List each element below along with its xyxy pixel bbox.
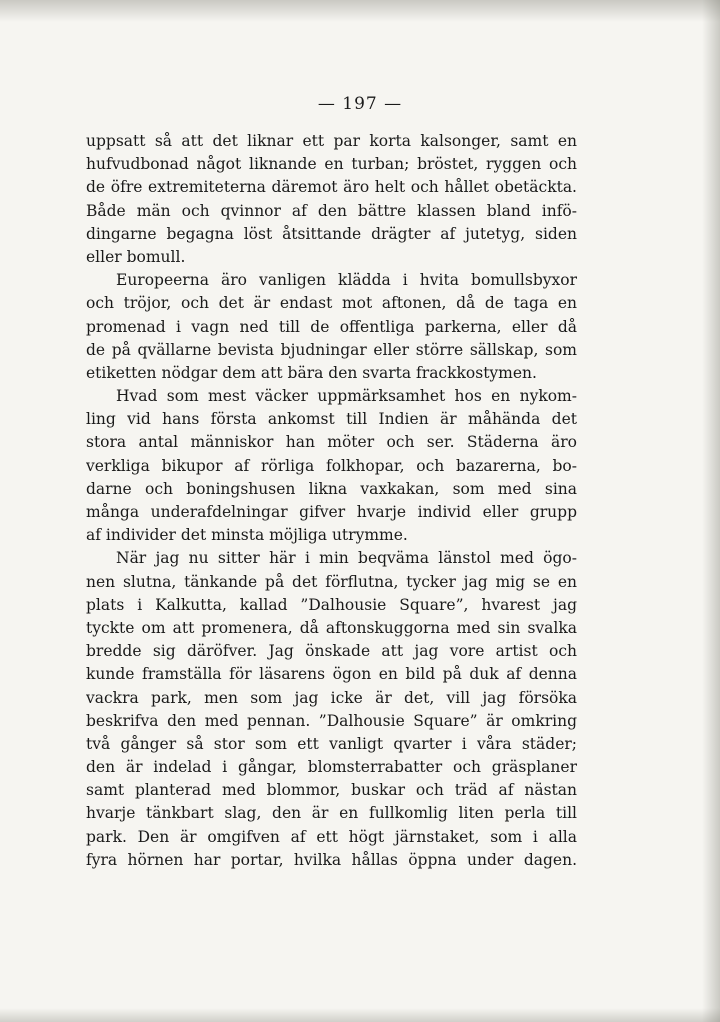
scan-edge-right <box>702 0 720 1022</box>
text-line: två gånger så stor som ett vanligt qvarter i våra städer; <box>86 734 577 753</box>
text-line: etiketten nödgar dem att bära den svarta frackkostymen. <box>86 363 537 382</box>
text-line: den är indelad i gångar, blomsterrabatter och gräsplaner <box>86 758 577 777</box>
text-line: darne och boningshusen likna vaxkakan, som med sina <box>86 479 577 498</box>
text-line: park. Den är omgifven af ett högt järnstaket, som i alla <box>86 827 577 846</box>
text-line: af individer det minsta möjliga utrymme. <box>86 526 408 545</box>
text-line: de öfre extremiteterna däremot äro helt och hållet obetäckta. <box>86 178 577 197</box>
text-line: promenad i vagn ned till de offentliga parkerna, eller då <box>86 317 577 336</box>
text-line: vackra park, men som jag icke är det, vill jag försöka <box>86 688 577 707</box>
text-line: ling vid hans första ankomst till Indien är måhända det <box>86 410 577 429</box>
text-line: kunde framställa för läsarens ögon en bild på duk af denna <box>86 665 577 684</box>
text-line: och tröjor, och det är endast mot aftonen, då de taga en <box>86 294 577 313</box>
text-line: bredde sig däröfver. Jag önskade att jag vore artist och <box>86 642 577 661</box>
text-line: många underafdelningar gifver hvarje individ eller grupp <box>86 503 577 521</box>
text-line: samt planterad med blommor, buskar och träd af nästan <box>86 781 577 800</box>
text-line: uppsatt så att det liknar ett par korta kalsonger, samt en <box>86 132 577 150</box>
body-text <box>86 130 577 872</box>
text-line: Europeerna äro vanligen klädda i hvita bomullsbyxor <box>116 271 577 290</box>
text-line: Både män och qvinnor af den bättre klassen bland infö- <box>86 201 577 220</box>
text-line: fyra hörnen har portar, hvilka hållas öppna under dagen. <box>86 850 577 869</box>
text-line: hvarje tänkbart slag, den är en fullkomlig liten perla till <box>86 804 577 823</box>
text-line: de på qvällarne bevista bjudningar eller större sällskap, som <box>86 340 577 359</box>
text-line: dingarne begagna löst åtsittande drägter af jutetyg, siden <box>86 224 577 243</box>
text-line: plats i Kalkutta, kallad ”Dalhousie Square”, hvarest jag <box>86 595 577 614</box>
text-line: verkliga bikupor af rörliga folkhopar, och bazarerna, bo- <box>86 456 577 475</box>
scan-edge-bottom <box>0 1008 720 1022</box>
text-line: tyckte om att promenera, då aftonskuggorna med sin svalka <box>86 618 577 637</box>
scan-edge-top <box>0 0 720 22</box>
text-line: Hvad som mest väcker uppmärksamhet hos en nykom- <box>116 387 577 406</box>
text-line: När jag nu sitter här i min beqväma länstol med ögo- <box>116 549 577 568</box>
text-line: stora antal människor han möter och ser. Städerna äro <box>86 433 577 452</box>
text-line: hufvudbonad något liknande en turban; bröstet, ryggen och <box>86 155 577 174</box>
text-line: nen slutna, tänkande på det förflutna, tycker jag mig se en <box>86 572 577 591</box>
text-line: eller bomull. <box>86 247 186 266</box>
text-line: beskrifva den med pennan. ”Dalhousie Square” är omkring <box>86 711 577 730</box>
page-number: — 197 — <box>317 94 403 114</box>
